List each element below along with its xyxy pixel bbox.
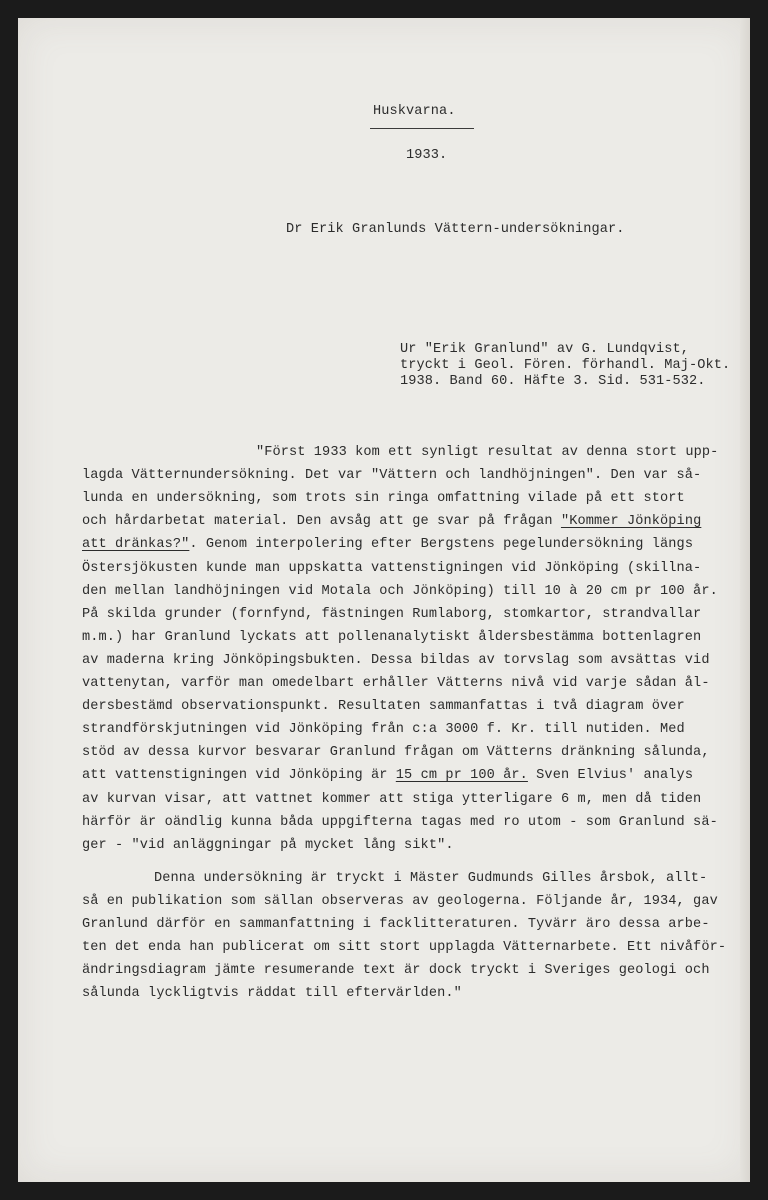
body-text-segment: den mellan landhöjningen vid Motala och Jönköping) till 10 à 20 cm pr 100 år.: [82, 584, 718, 599]
document-page: [18, 18, 750, 1182]
body-line: [82, 963, 710, 979]
source-line: tryckt i Geol. Fören. förhandl. Maj-Okt.: [400, 358, 731, 373]
body-line: [82, 514, 701, 530]
body-line: [82, 584, 718, 600]
body-line: [82, 491, 685, 507]
body-text-segment: så en publikation som sällan observeras av geologerna. Följande år, 1934, gav: [82, 894, 718, 909]
body-line: [82, 653, 710, 669]
body-line: [82, 676, 710, 692]
body-text-segment: dersbestämd observationspunkt. Resultaten sammanfattas i två diagram över: [82, 699, 685, 714]
source-line: Ur "Erik Granlund" av G. Lundqvist,: [400, 342, 690, 357]
body-text-segment: . Genom interpolering efter Bergstens pegelundersökning längs: [189, 537, 694, 552]
place-title: Huskvarna.: [373, 104, 456, 119]
body-text-segment: av kurvan visar, att vattnet kommer att stiga ytterligare 6 m, men då tiden: [82, 792, 702, 807]
body-line: [154, 871, 707, 887]
body-text-segment: På skilda grunder (fornfynd, fästningen Rumlaborg, stomkartor, strandvallar: [82, 607, 702, 622]
source-line: 1938. Band 60. Häfte 3. Sid. 531-532.: [400, 374, 706, 389]
body-line: [82, 815, 718, 831]
body-line: [82, 792, 701, 808]
body-text-segment: Sven Elvius' analys: [527, 768, 694, 783]
body-line: [82, 838, 454, 854]
body-text-segment: stöd av dessa kurvor besvarar Granlund frågan om Vätterns dränkning sålunda,: [82, 745, 710, 760]
body-text-segment: att vattenstigningen vid Jönköping är: [82, 768, 396, 783]
body-line: [82, 745, 710, 761]
body-text-segment: Denna undersökning är tryckt i Mäster Gudmunds Gilles årsbok, allt-: [154, 871, 708, 886]
underlined-text: "Kommer Jönköping: [560, 514, 702, 529]
body-line: [82, 894, 718, 910]
body-line: [82, 768, 693, 784]
year: 1933.: [406, 148, 448, 163]
body-line: [82, 986, 462, 1002]
underlined-text: att dränkas?": [82, 537, 190, 552]
body-line: [82, 607, 701, 623]
place-title-rule: [370, 128, 474, 129]
body-text-segment: Östersjökusten kunde man uppskatta vattenstigningen vid Jönköping (skillna-: [82, 561, 702, 576]
body-text-segment: härför är oändlig kunna båda uppgifterna tagas med ro utom - som Granlund sä-: [82, 815, 718, 830]
body-text-segment: ger - "vid anläggningar på mycket lång sikt".: [82, 838, 454, 853]
body-line: [82, 917, 710, 933]
body-text-segment: ändringsdiagram jämte resumerande text är dock tryckt i Sveriges geologi och: [82, 963, 710, 978]
body-text-segment: m.m.) har Granlund lyckats att pollenanalytiskt åldersbestämma bottenlagren: [82, 630, 702, 645]
body-text-segment: vattenytan, varför man omedelbart erhåller Vätterns nivå vid varje sådan ål-: [82, 676, 710, 691]
page-edge: [740, 18, 750, 1182]
body-line: [82, 940, 726, 956]
body-line: [82, 468, 701, 484]
body-text-segment: "Först 1933 kom ett synligt resultat av denna stort upp-: [256, 445, 719, 460]
body-line: [82, 561, 701, 577]
body-text-segment: och hårdarbetat material. Den avsåg att ge svar på frågan: [82, 514, 561, 529]
underlined-text: 15 cm pr 100 år.: [395, 768, 528, 783]
document-heading: Dr Erik Granlunds Vättern-undersökningar.: [286, 222, 625, 237]
body-text-segment: lunda en undersökning, som trots sin ringa omfattning vilade på ett stort: [82, 491, 685, 506]
body-text-segment: strandförskjutningen vid Jönköping från c:a 3000 f. Kr. till nutiden. Med: [82, 722, 685, 737]
body-line: [82, 630, 701, 646]
body-line: [256, 445, 718, 461]
body-line: [82, 537, 693, 553]
body-text-segment: av maderna kring Jönköpingsbukten. Dessa bildas av torvslag som avsättas vid: [82, 653, 710, 668]
body-text-segment: ten det enda han publicerat om sitt stort upplagda Vätternarbete. Ett nivåför-: [82, 940, 727, 955]
body-text-segment: sålunda lyckligtvis räddat till eftervärlden.": [82, 986, 462, 1001]
body-line: [82, 722, 685, 738]
body-text-segment: Granlund därför en sammanfattning i facklitteraturen. Tyvärr äro dessa arbe-: [82, 917, 710, 932]
body-text-segment: lagda Vätternundersökning. Det var "Vättern och landhöjningen". Den var så-: [82, 468, 702, 483]
body-line: [82, 699, 685, 715]
